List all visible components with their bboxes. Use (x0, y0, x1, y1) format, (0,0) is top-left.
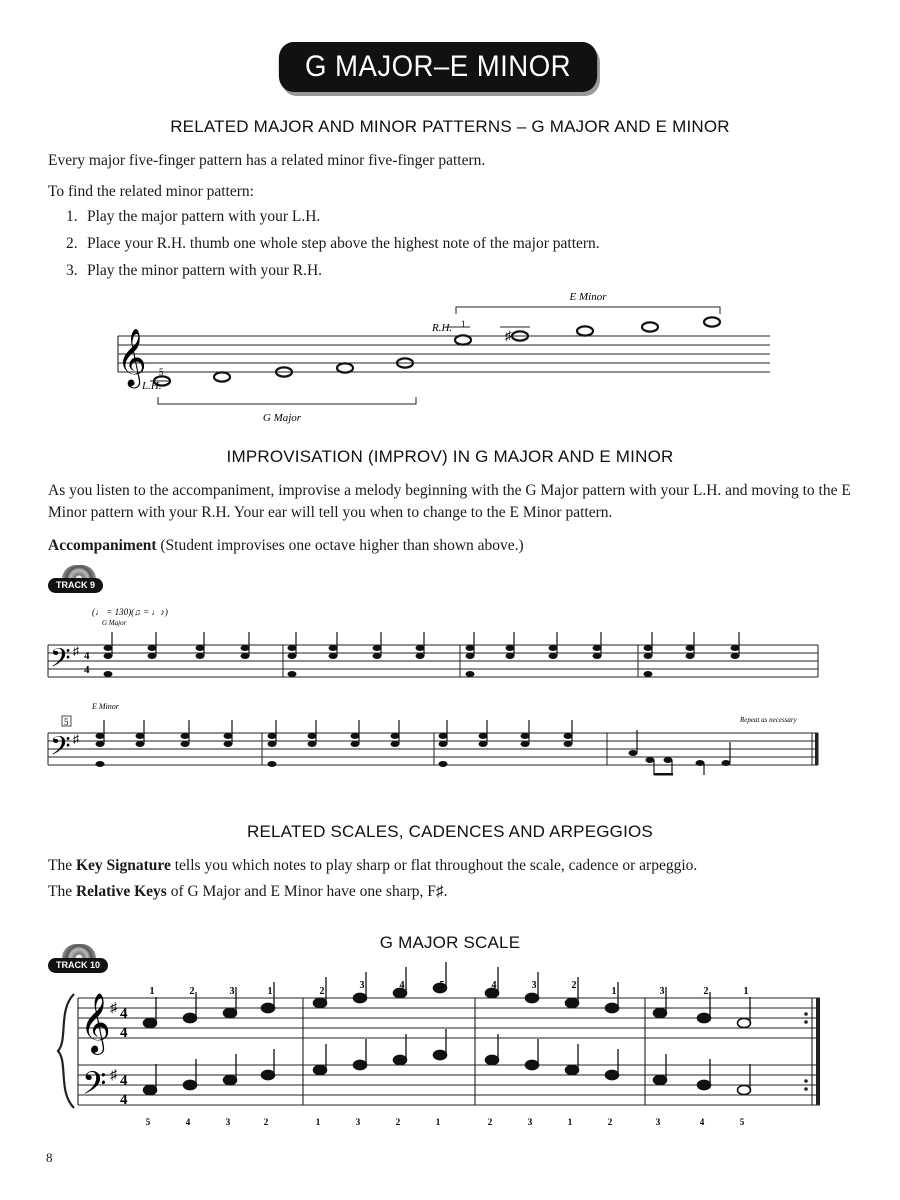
steps-intro: To find the related minor pattern: (48, 183, 254, 200)
step-text: Play the minor pattern with your R.H. (87, 262, 323, 279)
scale-note (394, 967, 407, 1127)
rh-finger: 1 (461, 319, 466, 329)
time-sig-bottom: 4 (120, 1092, 128, 1108)
lh-finger: 2 (607, 1117, 613, 1127)
lh-finger: 4 (185, 1117, 191, 1127)
e-minor-label: E Minor (92, 702, 119, 711)
rh-finger: 2 (703, 986, 709, 997)
rh-finger: 1 (149, 986, 155, 997)
scale-note (184, 986, 197, 1127)
bass-clef-icon: 𝄢 (50, 731, 71, 767)
key-sharp: ♯ (73, 644, 79, 658)
measure-number: 5 (64, 717, 69, 727)
rh-finger: 3 (229, 986, 235, 997)
key-sharp: ♯ (110, 1068, 117, 1083)
patterns-intro: Every major five-finger pattern has a related minor five-finger pattern. (48, 152, 486, 169)
rh-finger: 3 (359, 980, 365, 991)
scale-note (354, 972, 367, 1127)
rh-finger: 3 (531, 980, 537, 991)
lh-finger: 4 (699, 1117, 705, 1127)
rh-finger: 2 (319, 986, 325, 997)
text: of G Major and E Minor have one sharp, F♯. (166, 883, 448, 900)
text: The (48, 883, 76, 900)
lh-finger: 1 (567, 1117, 573, 1127)
lh-finger: 3 (655, 1117, 661, 1127)
key-signature-term: Key Signature (75, 857, 171, 874)
tempo-marking: (♩ = 130)(♫ = ♩♪) (92, 607, 168, 617)
scale-note (698, 986, 711, 1127)
minor-label: E Minor (569, 291, 607, 303)
rh-finger: 5 (439, 980, 445, 991)
lh-label: L.H. (142, 380, 162, 392)
rh-finger: 1 (743, 986, 749, 997)
text: The (48, 857, 76, 874)
time-sig-top: 4 (120, 1073, 128, 1089)
g-major-label: G Major (102, 619, 127, 627)
page-title: G MAJOR–E MINOR (279, 42, 597, 92)
relative-keys-term: Relative Keys (75, 883, 167, 900)
lh-finger: 3 (355, 1117, 361, 1127)
lh-finger: 2 (395, 1117, 401, 1127)
time-sig-top: 4 (120, 1006, 128, 1022)
scale-note (434, 962, 447, 1127)
page-number: 8 (46, 1150, 53, 1165)
rh-finger: 1 (611, 986, 617, 997)
step-number: 2. (66, 235, 78, 252)
patterns-heading: RELATED MAJOR AND MINOR PATTERNS – G MAJOR AND E MINOR (170, 117, 730, 136)
rh-finger: 3 (659, 986, 665, 997)
scale-note (486, 967, 499, 1127)
lh-finger: 3 (527, 1117, 533, 1127)
scale-note (526, 972, 539, 1127)
accompaniment-label: Accompaniment (48, 537, 157, 554)
step-text: Play the major pattern with your L.H. (87, 208, 321, 225)
scale-notes (144, 962, 751, 1127)
treble-clef-icon: 𝄞 (80, 995, 111, 1052)
step-text: Place your R.H. thumb one whole step above the highest note of the major pattern. (87, 235, 600, 252)
scale-note (224, 986, 237, 1127)
time-sig-bottom: 4 (120, 1025, 128, 1041)
rh-finger: 2 (189, 986, 195, 997)
lh-finger: 5 (739, 1117, 745, 1127)
scale-note (144, 986, 157, 1127)
major-label: G Major (262, 412, 302, 424)
text: tells you which notes to play sharp or flat throughout the scale, cadence or arpeggio. (170, 857, 698, 874)
rh-finger: 2 (571, 980, 577, 991)
bass-clef-icon: 𝄢 (82, 1067, 107, 1109)
repeat-instruction: Repeat as necessary (740, 716, 797, 724)
key-sharp: ♯ (110, 1001, 117, 1016)
rh-finger: 1 (267, 986, 273, 997)
lh-finger: 2 (487, 1117, 493, 1127)
track-badge[interactable]: TRACK 9 (48, 578, 103, 593)
scales-heading: RELATED SCALES, CADENCES AND ARPEGGIOS (247, 822, 653, 841)
lh-finger: 5 (145, 1117, 151, 1127)
scale-note (738, 986, 751, 1127)
step-number: 1. (66, 208, 78, 225)
accompaniment-detail: (Student improvises one octave higher than shown above.) (156, 537, 524, 554)
sharp-sign: ♯ (505, 328, 512, 343)
bass-clef-icon: 𝄢 (50, 643, 71, 679)
rh-finger: 4 (399, 980, 405, 991)
improv-heading: IMPROVISATION (IMPROV) IN G MAJOR AND E MINOR (226, 447, 674, 466)
rh-label: R.H. (432, 322, 453, 334)
lh-finger: 1 (315, 1117, 321, 1127)
step-number: 3. (66, 262, 78, 279)
lh-finger: 5 (159, 367, 164, 377)
lh-finger: 3 (225, 1117, 231, 1127)
time-signature: 4 (84, 664, 90, 676)
key-sharp: ♯ (73, 732, 79, 746)
improv-text: As you listen to the accompaniment, improvise a melody beginning with the G Major pattern with your L.H. and moving to the E Minor pattern with your R.H. Your ear will tell you when to change to the E Minor pattern. (48, 482, 851, 521)
time-signature: 4 (84, 650, 90, 662)
scale-title: G MAJOR SCALE (379, 933, 521, 952)
rh-finger: 4 (491, 980, 497, 991)
scale-note (654, 986, 667, 1127)
lh-finger: 1 (435, 1117, 441, 1127)
brace (58, 994, 74, 1108)
treble-clef-icon: 𝄞 (117, 329, 147, 385)
track-badge[interactable]: TRACK 10 (48, 958, 108, 973)
lh-finger: 2 (263, 1117, 269, 1127)
